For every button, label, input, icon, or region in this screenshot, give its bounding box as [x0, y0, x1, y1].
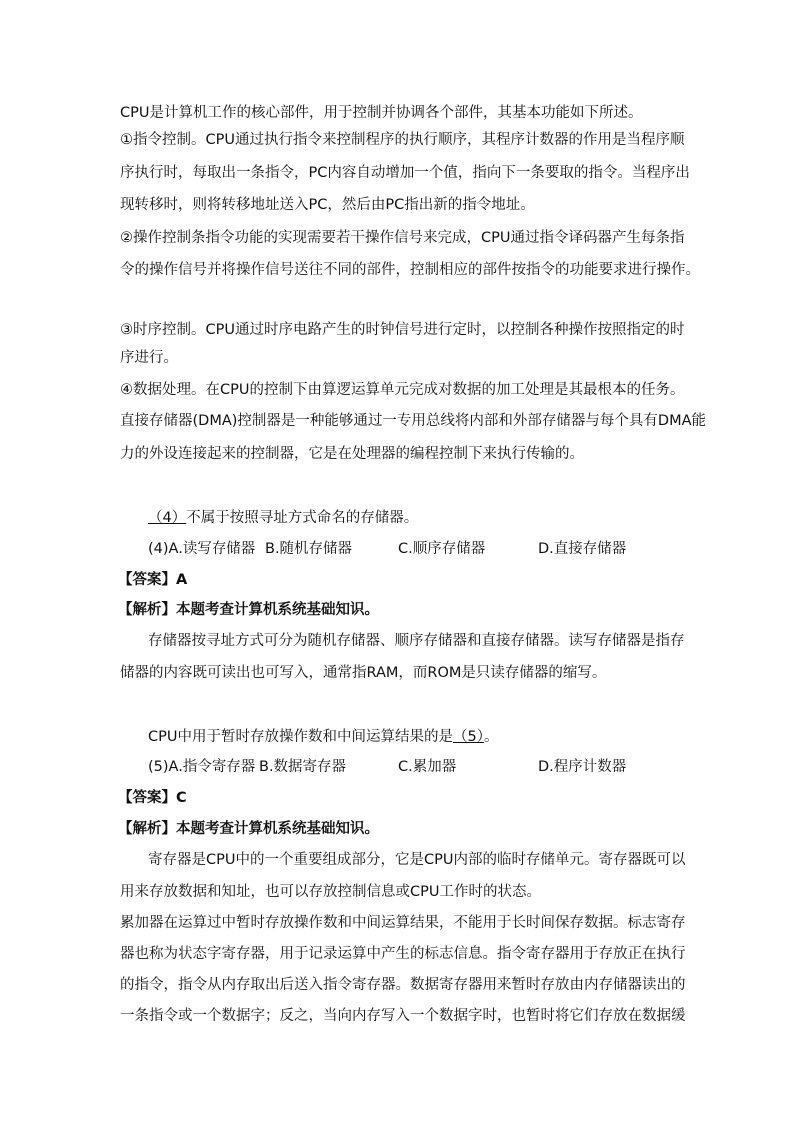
question-5-end: 。: [483, 729, 499, 745]
option-d: D.直接存储器: [538, 541, 627, 557]
intro-line: 序进行。: [120, 350, 178, 366]
answer-label: 【答案】: [118, 572, 176, 588]
analysis-line: 累加器在运算过中暂时存放操作数和中间运算结果，不能用于长时间保存数据。标志寄存: [120, 915, 686, 931]
analysis-title: 本题考查计算机系统基础知识。: [176, 602, 379, 618]
answer-value: C: [176, 790, 187, 806]
analysis-line: 用来存放数据和知址，也可以存放控制信息或CPU工作时的状态。: [120, 884, 541, 900]
question-5-answer: [118, 788, 187, 808]
analysis-line: 存储器按寻址方式可分为随机存储器、顺序存储器和直接存储器。读写存储器是指存: [148, 633, 685, 649]
question-4-text: 不属于按照寻址方式命名的存储器。: [186, 510, 419, 526]
analysis-title: 本题考查计算机系统基础知识。: [176, 821, 379, 837]
analysis-line: 器也称为状态字寄存器，用于记录运算中产生的标志信息。指令寄存器用于存放正在执行: [120, 946, 686, 962]
question-5-text: CPU中用于暂时存放操作数和中间运算结果的是: [148, 729, 453, 745]
analysis-label: 【解析】: [118, 602, 176, 618]
question-4-analysis-heading: [118, 600, 379, 620]
question-4-stem: [148, 508, 418, 528]
analysis-label: 【解析】: [118, 821, 176, 837]
analysis-line: 储器的内容既可读出也可写入，通常指RAM，而ROM是只读存储器的缩写。: [120, 665, 607, 681]
question-5-blank: （5）: [452, 729, 484, 745]
intro-line: ①指令控制。CPU通过执行指令来控制程序的执行顺序，其程序计数器的作用是当程序顺: [120, 132, 685, 148]
option-c: C.顺序存储器: [398, 541, 486, 557]
intro-line: ②操作控制条指令功能的实现需要若干操作信号来完成，CPU通过指令译码器产生每条指: [120, 230, 685, 246]
analysis-line: 寄存器是CPU中的一个重要组成部分，它是CPU内部的临时存储单元。寄存器既可以: [148, 852, 686, 868]
question-5-analysis-heading: [118, 819, 379, 839]
intro-line: ③时序控制。CPU通过时序电路产生的时钟信号进行定时，以控制各种操作按照指定的时: [120, 322, 685, 338]
option-c: C.累加器: [398, 759, 457, 775]
intro-line: 序执行时，每取出一条指令，PC内容自动增加一个值，指向下一条要取的指令。当程序出: [120, 165, 690, 181]
answer-value: A: [176, 572, 188, 588]
option-a: (5)A.指令寄存器: [148, 759, 256, 775]
question-5-stem: [148, 727, 498, 747]
option-b: B.数据寄存器: [259, 759, 347, 775]
intro-line: 直接存储器(DMA)控制器是一种能够通过一专用总线将内部和外部存储器与每个具有DMA能: [120, 413, 707, 429]
option-a: (4)A.读写存储器: [148, 541, 256, 557]
option-d: D.程序计数器: [538, 759, 627, 775]
intro-line: CPU是计算机工作的核心部件，用于控制并协调各个部件，其基本功能如下所述。: [120, 105, 643, 121]
option-b: B.随机存储器: [265, 541, 353, 557]
answer-label: 【答案】: [118, 790, 176, 806]
analysis-line: 一条指令或一个数据字；反之，当向内存写入一个数据字时，也暂时将它们存放在数据缓: [120, 1008, 686, 1024]
intro-line: ④数据处理。在CPU的控制下由算逻运算单元完成对数据的加工处理是其最根本的任务。: [120, 382, 685, 398]
intro-line: 现转移时，则将转移地址送入PC，然后由PC指出新的指令地址。: [120, 197, 535, 213]
question-4-blank: （4）: [148, 510, 187, 526]
intro-line: 令的操作信号并将操作信号送往不同的部件，控制相应的部件按指令的功能要求进行操作。: [120, 262, 700, 278]
question-4-answer: [118, 570, 187, 590]
intro-line: 力的外设连接起来的控制器，它是在处理器的编程控制下来执行传输的。: [120, 446, 584, 462]
analysis-line: 的指令，指令从内存取出后送入指令寄存器。数据寄存器用来暂时存放由内存储器读出的: [120, 977, 686, 993]
